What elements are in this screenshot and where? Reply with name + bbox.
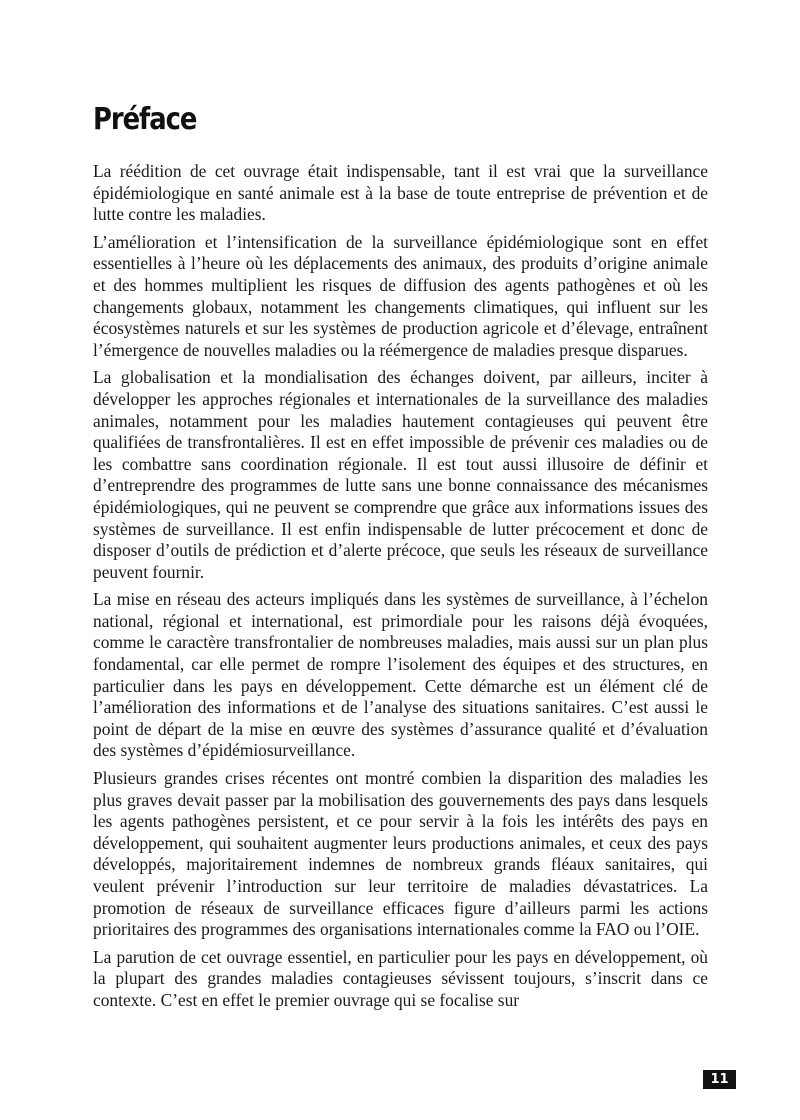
paragraph: L’amélioration et l’intensification de la surveillance épidémiologique sont en effet essentielles à l’heure où les déplacements des animaux, des produits d’origine animale et des hommes multiplient les risques de diffusion des agents pathogènes et où les changements globaux, notamment les changements climatiques, qui influent sur les écosystèmes naturels et sur les systèmes de production agricole et d’élevage, entraînent l’émergence de nouvelles maladies ou la réémergence de maladies presque disparues. [93,231,708,360]
page-content [93,100,708,1018]
paragraph: La réédition de cet ouvrage était indispensable, tant il est vrai que la surveillance épidémiologique en santé animale est à la base de toute entreprise de prévention et de lutte contre les maladies. [93,161,708,225]
paragraph: La globalisation et la mondialisation des échanges doivent, par ailleurs, inciter à développer les approches régionales et internationales de la surveillance des maladies animales, notamment pour les maladies hautement contagieuses qui peuvent être qualifiées de transfrontalières. Il est en effet impossible de prévenir ces maladies ou de les combattre sans coordination régionale. Il est tout aussi illusoire de définir et d’entreprendre des programmes de lutte sans une bonne connaissance des mécanismes épidémiologiques, qui ne peuvent se comprendre que grâce aux informations issues des systèmes de surveillance. Il est enfin indispensable de lutter précocement et donc de disposer d’outils de prédiction et d’alerte précoce, que seuls les réseaux de surveillance peuvent fournir. [93,367,708,582]
page-number: 11 [703,1070,736,1089]
body-text [93,161,708,1012]
page-title: Préface [93,102,197,137]
paragraph: La mise en réseau des acteurs impliqués dans les systèmes de surveillance, à l’échelon national, régional et international, est primordiale pour les raisons déjà évoquées, comme le caractère transfrontalier de nombreuses maladies, mais aussi sur un plan plus fondamental, car elle permet de rompre l’isolement des équipes et des structures, en particulier dans les pays en développement. Cette démarche est un élément clé de l’amélioration des informations et de l’analyse des situations sanitaires. C’est aussi le point de départ de la mise en œuvre des systèmes d’assurance qualité et d’évaluation des systèmes d’épidémiosurveillance. [93,589,708,761]
paragraph: La parution de cet ouvrage essentiel, en particulier pour les pays en développement, où la plupart des grandes maladies contagieuses sévissent toujours, s’inscrit dans ce contexte. C’est en effet le premier ouvrage qui se focalise sur [93,946,708,1010]
paragraph: Plusieurs grandes crises récentes ont montré combien la disparition des maladies les plus graves devait passer par la mobilisation des gouvernements des pays dans lesquels les agents pathogènes persistent, et ce pour servir à la fois les intérêts des pays en développement, qui souhaitent augmenter leurs productions animales, et ceux des pays développés, majoritairement indemnes de nombreux grands fléaux sanitaires, qui veulent prévenir l’introduction sur leur territoire de maladies dévastatrices. La promotion de réseaux de surveillance efficaces figure d’ailleurs parmi les actions prioritaires des programmes des organisations internationales comme la FAO ou l’OIE. [93,768,708,940]
